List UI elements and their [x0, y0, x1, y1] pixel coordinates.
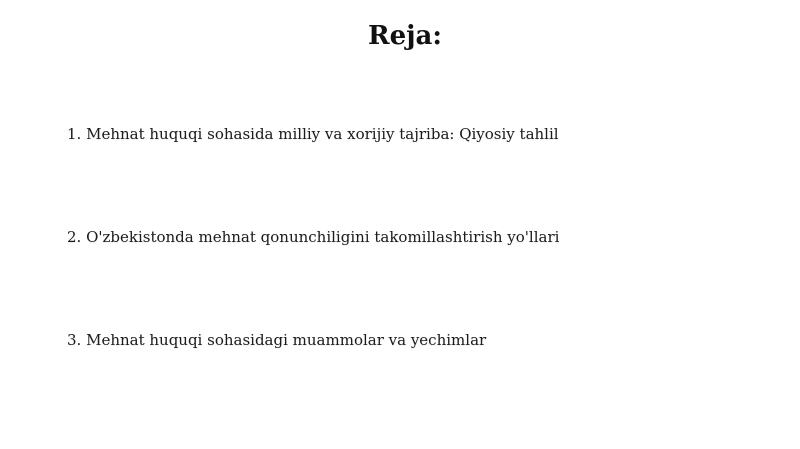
plan-item-2: 2. O'zbekistonda mehnat qonunchiligini takomillashtirish yo'llari	[67, 228, 560, 246]
plan-item-1: 1. Mehnat huquqi sohasida milliy va xorijiy tajriba: Qiyosiy tahlil	[67, 125, 559, 143]
plan-item-3: 3. Mehnat huquqi sohasidagi muammolar va yechimlar	[67, 331, 487, 349]
slide-title: Reja:	[367, 21, 442, 51]
